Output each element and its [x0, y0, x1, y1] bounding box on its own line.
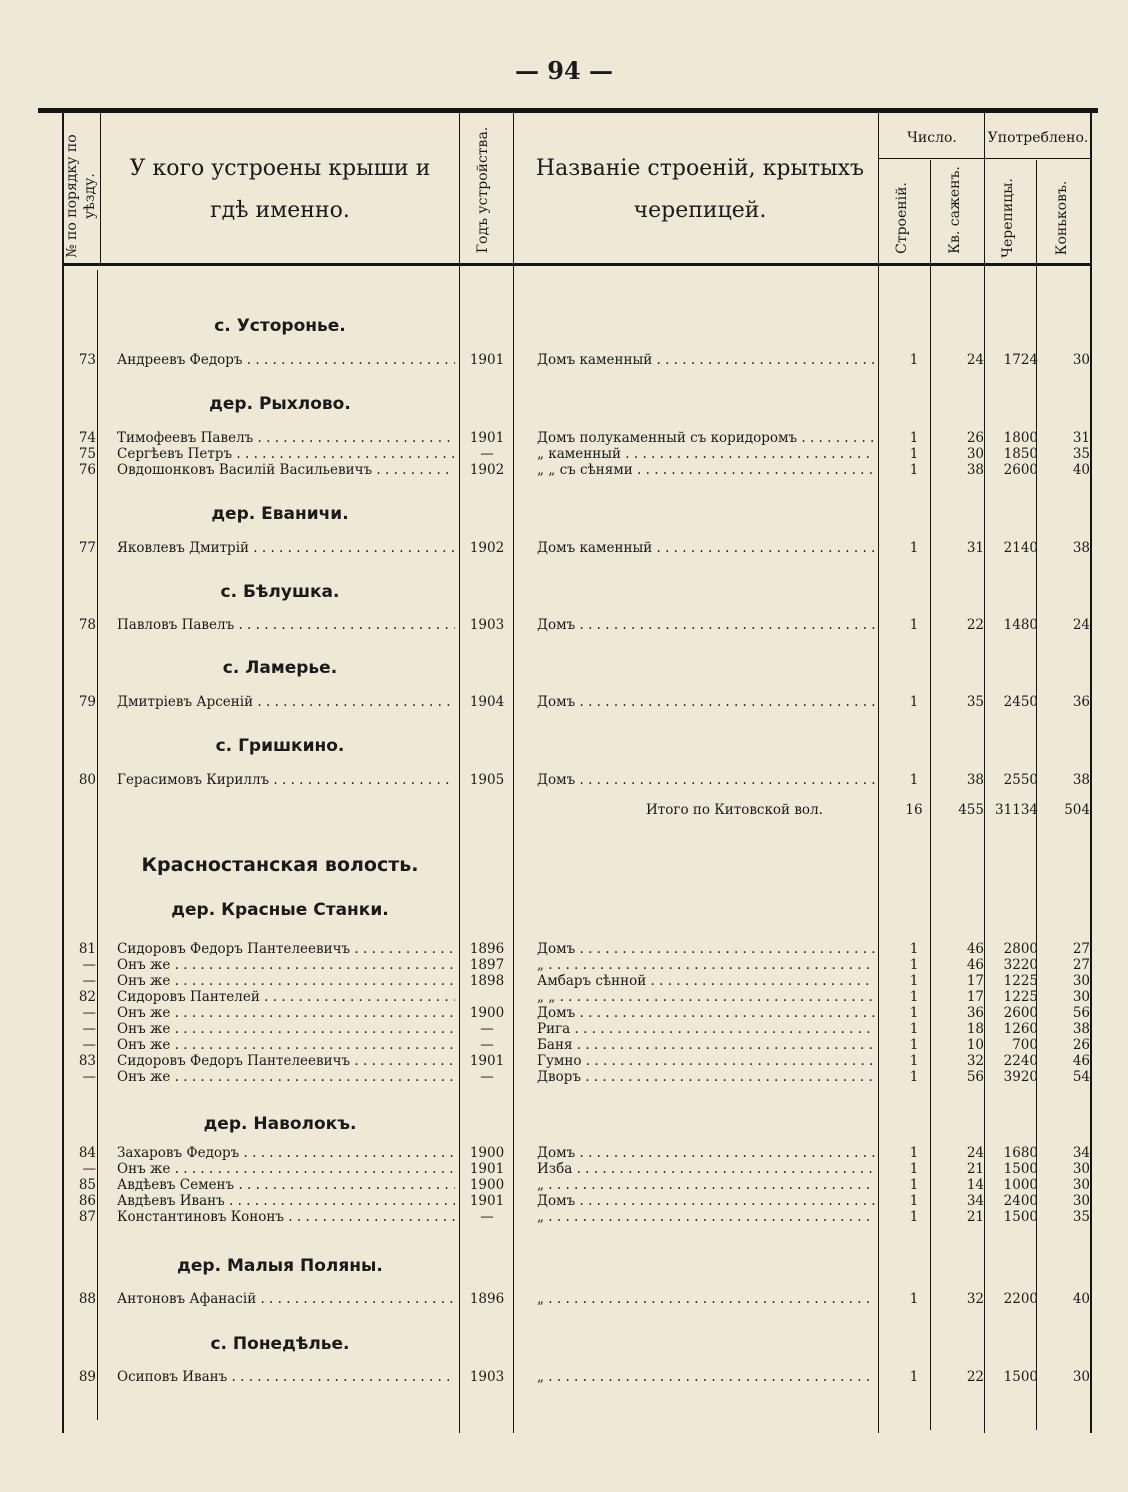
area-sazhen: 22 [966, 617, 984, 633]
table-row [0, 772, 1128, 788]
building-count: 1 [909, 540, 919, 556]
ridge-count: 31 [1072, 430, 1090, 446]
building-name: „ . . . [537, 1291, 875, 1307]
area-sazhen: 34 [966, 1193, 984, 1209]
building-count: 1 [909, 1161, 919, 1177]
building-count: 1 [909, 1053, 919, 1069]
install-year: 1901 [469, 1193, 505, 1209]
row-number: 79 [78, 694, 96, 710]
building-name: Домъ . . . [537, 1005, 875, 1021]
install-year: — [480, 1021, 494, 1037]
install-year: 1903 [469, 617, 505, 633]
building-count: 1 [909, 1145, 919, 1161]
ridge-count: 46 [1072, 1053, 1090, 1069]
table-row [0, 1177, 1128, 1193]
owner-name: Тимофеевъ Павелъ . . . [117, 430, 455, 446]
install-year: 1900 [469, 1145, 505, 1161]
owner-name: Онъ же . . . [117, 957, 455, 973]
section-heading: дер. Красные Станки. [171, 900, 389, 920]
area-sazhen: 24 [966, 352, 984, 368]
row-number: 89 [78, 1369, 96, 1385]
building-count: 1 [909, 694, 919, 710]
install-year: 1897 [469, 957, 505, 973]
row-number: 78 [78, 617, 96, 633]
area-sazhen: 36 [966, 1005, 984, 1021]
owner-name: Онъ же . . . [117, 1037, 455, 1053]
tiles-count: 1260 [1003, 1021, 1038, 1037]
table-row [0, 1005, 1128, 1021]
install-year: — [480, 446, 494, 462]
building-count: 1 [909, 1069, 919, 1085]
col-divider [930, 160, 931, 1430]
ridge-count: 38 [1072, 540, 1090, 556]
area-sazhen: 17 [966, 989, 984, 1005]
install-year: — [480, 1209, 494, 1225]
area-sazhen: 21 [966, 1209, 984, 1225]
table-row [0, 1021, 1128, 1037]
row-number: 82 [78, 989, 96, 1005]
section-heading: дер. Малыя Поляны. [177, 1256, 383, 1276]
row-number: 77 [78, 540, 96, 556]
building-name: „ „ . . . [537, 989, 875, 1005]
ridge-count: 36 [1072, 694, 1090, 710]
owner-name: Захаровъ Федоръ . . . [117, 1145, 455, 1161]
install-year: 1901 [469, 1161, 505, 1177]
building-name: Домъ полукаменный съ коридоромъ . . . [537, 430, 875, 446]
owner-name: Андреевъ Федоръ . . . [117, 352, 455, 368]
row-number: 80 [78, 772, 96, 788]
row-number: — [82, 1021, 96, 1037]
row-number: 88 [78, 1291, 96, 1307]
ridge-count: 34 [1072, 1145, 1090, 1161]
area-sazhen: 31 [966, 540, 984, 556]
section-heading: дер. Наволокъ. [203, 1114, 357, 1134]
volost-heading: Красностанская волость. [141, 854, 419, 876]
building-name: „ „ съ сѣнями . . . [537, 462, 875, 478]
ridge-count: 56 [1072, 1005, 1090, 1021]
row-number: — [82, 1161, 96, 1177]
owner-name: Константиновъ Кононъ . . . [117, 1209, 455, 1225]
install-year: — [480, 1069, 494, 1085]
ridge-count: 35 [1072, 1209, 1090, 1225]
owner-name: Антоновъ Афанасій . . . [117, 1291, 455, 1307]
tiles-count: 1225 [1003, 973, 1038, 989]
table-row [0, 1193, 1128, 1209]
header-rule [62, 263, 1092, 266]
install-year: 1896 [469, 1291, 505, 1307]
total-count: 16 [905, 802, 923, 818]
row-number: 84 [78, 1145, 96, 1161]
tiles-count: 2550 [1003, 772, 1038, 788]
ridge-count: 30 [1072, 1369, 1090, 1385]
area-sazhen: 10 [966, 1037, 984, 1053]
building-count: 1 [909, 1209, 919, 1225]
building-count: 1 [909, 617, 919, 633]
ridge-count: 38 [1072, 772, 1090, 788]
ridge-count: 30 [1072, 352, 1090, 368]
owner-name: Сидоровъ Федоръ Пантелеевичъ . . . [117, 941, 455, 957]
table-row [0, 446, 1128, 462]
tiles-count: 1500 [1003, 1209, 1038, 1225]
building-name: Домъ . . . [537, 1145, 875, 1161]
building-name: „ . . . [537, 1369, 875, 1385]
install-year: — [480, 1037, 494, 1053]
install-year: 1905 [469, 772, 505, 788]
row-number: 75 [78, 446, 96, 462]
header-used-group: Употреблено. [987, 130, 1089, 146]
owner-name: Сергѣевъ Петръ . . . [117, 446, 455, 462]
table-row [0, 1209, 1128, 1225]
area-sazhen: 17 [966, 973, 984, 989]
section-heading: с. Гришкино. [215, 736, 345, 756]
header-tiles: Черепицы. [1000, 178, 1016, 258]
building-count: 1 [909, 1193, 919, 1209]
building-name: Гумно . . . [537, 1053, 875, 1069]
building-name: „ . . . [537, 957, 875, 973]
ridge-count: 30 [1072, 989, 1090, 1005]
building-count: 1 [909, 973, 919, 989]
tiles-count: 2140 [1003, 540, 1038, 556]
area-sazhen: 32 [966, 1053, 984, 1069]
owner-name: Сидоровъ Пантелей . . . [117, 989, 455, 1005]
building-count: 1 [909, 957, 919, 973]
building-name: „ . . . [537, 1209, 875, 1225]
group-rule [878, 158, 1090, 159]
owner-name: Осиповъ Иванъ . . . [117, 1369, 455, 1385]
header-row-number: № по порядку по уѣзду. [64, 134, 98, 258]
table-row [0, 430, 1128, 446]
area-sazhen: 38 [966, 772, 984, 788]
area-sazhen: 21 [966, 1161, 984, 1177]
table-row [0, 1037, 1128, 1053]
building-count: 1 [909, 446, 919, 462]
section-heading: дер. Рыхлово. [209, 394, 351, 414]
building-name: Изба . . . [537, 1161, 875, 1177]
header-ridge: Коньковъ. [1054, 180, 1070, 256]
tiles-count: 700 [1012, 1037, 1038, 1053]
ridge-count: 40 [1072, 1291, 1090, 1307]
area-sazhen: 14 [966, 1177, 984, 1193]
header-area: Кв. саженъ. [947, 166, 963, 254]
owner-name: Сидоровъ Федоръ Пантелеевичъ . . . [117, 1053, 455, 1069]
area-sazhen: 32 [966, 1291, 984, 1307]
building-count: 1 [909, 462, 919, 478]
row-number: 74 [78, 430, 96, 446]
area-sazhen: 18 [966, 1021, 984, 1037]
building-count: 1 [909, 1037, 919, 1053]
building-count: 1 [909, 989, 919, 1005]
header-buildings: Строеній. [894, 182, 910, 254]
ridge-count: 38 [1072, 1021, 1090, 1037]
ridge-count: 40 [1072, 462, 1090, 478]
owner-name: Онъ же . . . [117, 973, 455, 989]
building-count: 1 [909, 1369, 919, 1385]
tiles-count: 1480 [1003, 617, 1038, 633]
area-sazhen: 24 [966, 1145, 984, 1161]
area-sazhen: 38 [966, 462, 984, 478]
building-count: 1 [909, 430, 919, 446]
building-name: Домъ . . . [537, 617, 875, 633]
tiles-count: 2200 [1003, 1291, 1038, 1307]
table-row [0, 973, 1128, 989]
area-sazhen: 22 [966, 1369, 984, 1385]
install-year: 1901 [469, 1053, 505, 1069]
owner-name: Онъ же . . . [117, 1005, 455, 1021]
ridge-count: 30 [1072, 973, 1090, 989]
total-label: Итого по Китовской вол. [646, 802, 823, 818]
owner-name: Авдѣевъ Иванъ . . . [117, 1193, 455, 1209]
header-count-group: Число. [907, 130, 957, 146]
install-year: 1904 [469, 694, 505, 710]
tiles-count: 1724 [1003, 352, 1038, 368]
row-number: — [82, 1005, 96, 1021]
building-name: Домъ . . . [537, 772, 875, 788]
building-name: „ . . . [537, 1177, 875, 1193]
install-year: 1900 [469, 1177, 505, 1193]
building-count: 1 [909, 1005, 919, 1021]
col-divider [100, 113, 101, 263]
header-year: Годъ устройства. [475, 126, 491, 254]
table-row [0, 462, 1128, 478]
building-name: Амбаръ сѣнной . . . [537, 973, 875, 989]
building-count: 1 [909, 1021, 919, 1037]
tiles-count: 1850 [1003, 446, 1038, 462]
install-year: 1903 [469, 1369, 505, 1385]
top-rule [38, 108, 1098, 113]
install-year: 1901 [469, 352, 505, 368]
owner-name: Овдошонковъ Василій Васильевичъ . . . [117, 462, 455, 478]
ridge-count: 54 [1072, 1069, 1090, 1085]
table-row [0, 1161, 1128, 1177]
building-count: 1 [909, 941, 919, 957]
tiles-count: 1680 [1003, 1145, 1038, 1161]
ridge-count: 30 [1072, 1193, 1090, 1209]
area-sazhen: 56 [966, 1069, 984, 1085]
tiles-count: 3920 [1003, 1069, 1038, 1085]
section-heading: с. Понедѣлье. [210, 1334, 350, 1354]
total-area: 455 [958, 802, 984, 818]
building-count: 1 [909, 1291, 919, 1307]
owner-name: Авдѣевъ Семенъ . . . [117, 1177, 455, 1193]
building-name: Рига . . . [537, 1021, 875, 1037]
table-row [0, 540, 1128, 556]
tiles-count: 1225 [1003, 989, 1038, 1005]
row-number: 76 [78, 462, 96, 478]
area-sazhen: 46 [966, 957, 984, 973]
ridge-count: 27 [1072, 941, 1090, 957]
owner-name: Онъ же . . . [117, 1021, 455, 1037]
area-sazhen: 46 [966, 941, 984, 957]
building-name: Домъ . . . [537, 941, 875, 957]
table-row [0, 989, 1128, 1005]
building-name: Домъ каменный . . . [537, 352, 875, 368]
total-ridge: 504 [1064, 802, 1090, 818]
area-sazhen: 35 [966, 694, 984, 710]
tiles-count: 2800 [1003, 941, 1038, 957]
building-name: Баня . . . [537, 1037, 875, 1053]
tiles-count: 1500 [1003, 1161, 1038, 1177]
total-tiles: 31134 [995, 802, 1038, 818]
ridge-count: 30 [1072, 1161, 1090, 1177]
tiles-count: 2400 [1003, 1193, 1038, 1209]
install-year: 1896 [469, 941, 505, 957]
tiles-count: 2450 [1003, 694, 1038, 710]
owner-name: Павловъ Павелъ . . . [117, 617, 455, 633]
tiles-count: 3220 [1003, 957, 1038, 973]
section-heading: с. Бѣлушка. [220, 582, 340, 602]
tiles-count: 2240 [1003, 1053, 1038, 1069]
tiles-count: 1000 [1003, 1177, 1038, 1193]
row-number: — [82, 957, 96, 973]
section-heading: с. Ламерье. [222, 658, 338, 678]
table-row [0, 1145, 1128, 1161]
building-name: Домъ каменный . . . [537, 540, 875, 556]
row-number: — [82, 973, 96, 989]
header-building: Названіе строеній, крытыхъ черепицей. [535, 156, 865, 223]
ridge-count: 27 [1072, 957, 1090, 973]
row-number: 86 [78, 1193, 96, 1209]
building-count: 1 [909, 772, 919, 788]
col-divider [1036, 160, 1037, 1430]
building-name: Дворъ . . . [537, 1069, 875, 1085]
install-year: 1898 [469, 973, 505, 989]
building-name: Домъ . . . [537, 1193, 875, 1209]
tiles-count: 2600 [1003, 1005, 1038, 1021]
install-year: 1902 [469, 540, 505, 556]
table-row [0, 941, 1128, 957]
row-number: 81 [78, 941, 96, 957]
tiles-count: 2600 [1003, 462, 1038, 478]
section-heading: с. Устороньe. [214, 316, 346, 336]
area-sazhen: 26 [966, 430, 984, 446]
page-number: — 94 — [514, 56, 614, 85]
owner-name: Яковлевъ Дмитрій . . . [117, 540, 455, 556]
table-row [0, 1369, 1128, 1385]
section-heading: дер. Еваничи. [211, 504, 349, 524]
owner-name: Герасимовъ Кириллъ . . . [117, 772, 455, 788]
row-number: — [82, 1037, 96, 1053]
table-row [0, 617, 1128, 633]
building-count: 1 [909, 1177, 919, 1193]
owner-name: Онъ же . . . [117, 1161, 455, 1177]
table-row [0, 1291, 1128, 1307]
row-number: — [82, 1069, 96, 1085]
install-year: 1900 [469, 1005, 505, 1021]
owner-name: Дмитріевъ Арсеній . . . [117, 694, 455, 710]
building-name: Домъ . . . [537, 694, 875, 710]
building-count: 1 [909, 352, 919, 368]
ridge-count: 26 [1072, 1037, 1090, 1053]
header-owner: У кого устроены крыши и гдѣ именно. [129, 156, 431, 223]
install-year: 1902 [469, 462, 505, 478]
area-sazhen: 30 [966, 446, 984, 462]
row-number: 83 [78, 1053, 96, 1069]
row-number: 85 [78, 1177, 96, 1193]
table-row [0, 1053, 1128, 1069]
row-number: 87 [78, 1209, 96, 1225]
owner-name: Онъ же . . . [117, 1069, 455, 1085]
row-number: 73 [78, 352, 96, 368]
install-year: 1901 [469, 430, 505, 446]
table-row [0, 1069, 1128, 1085]
table-row [0, 957, 1128, 973]
ridge-count: 24 [1072, 617, 1090, 633]
table-row [0, 352, 1128, 368]
ridge-count: 30 [1072, 1177, 1090, 1193]
tiles-count: 1500 [1003, 1369, 1038, 1385]
tiles-count: 1800 [1003, 430, 1038, 446]
building-name: „ каменный . . . [537, 446, 875, 462]
table-row [0, 694, 1128, 710]
ridge-count: 35 [1072, 446, 1090, 462]
